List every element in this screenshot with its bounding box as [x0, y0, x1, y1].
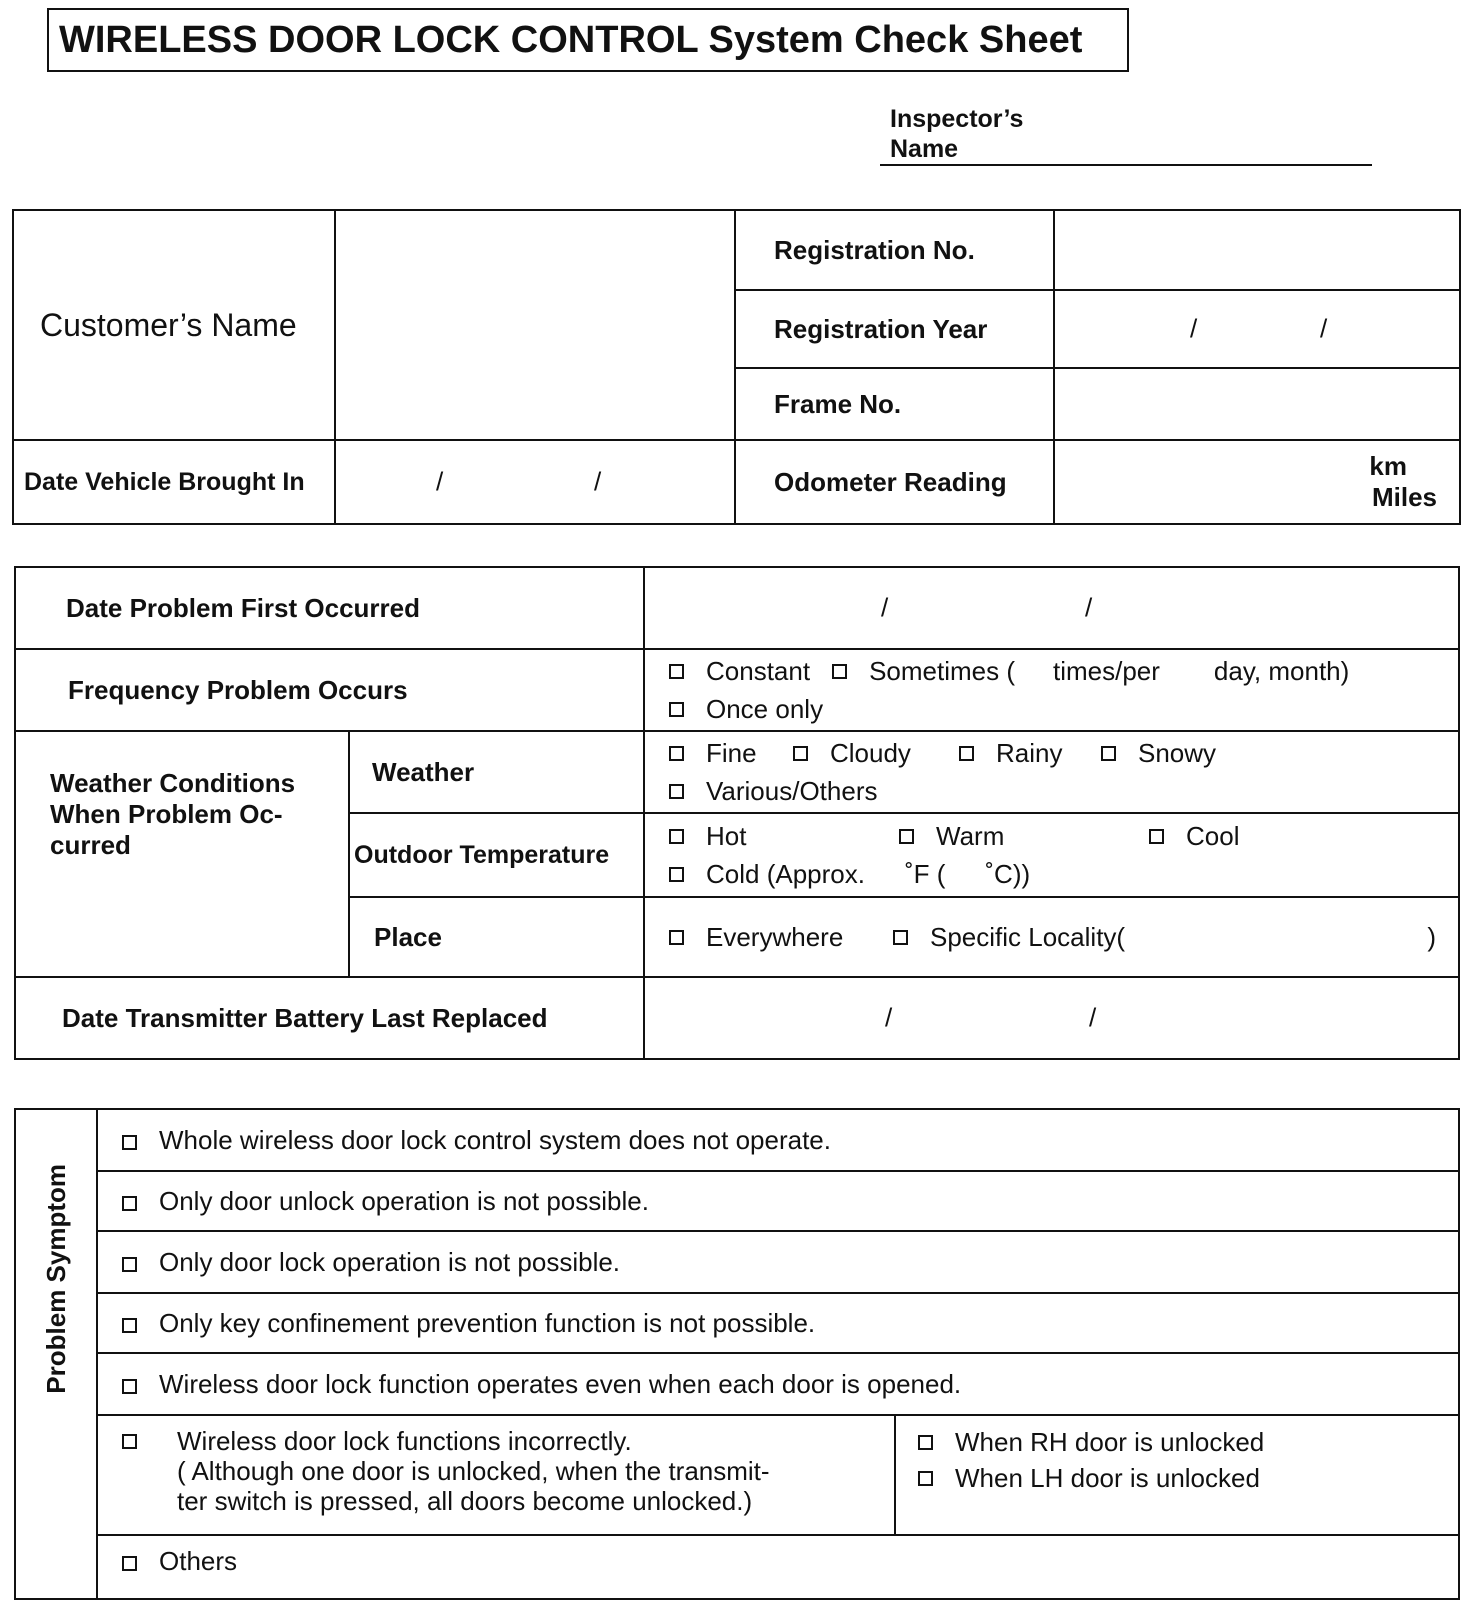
option-label: Others: [159, 1546, 238, 1576]
problem-info-table: [14, 566, 1460, 1060]
outdoor-temp-label: Outdoor Temperature: [349, 813, 644, 897]
date-separator: /: [885, 1002, 893, 1033]
problem-symptom-table: [14, 1108, 1460, 1600]
frequency-label: Frequency Problem Occurs: [15, 649, 644, 731]
checkbox[interactable]: [122, 1434, 137, 1449]
option-label: Rainy: [996, 737, 1063, 768]
checkbox[interactable]: [918, 1435, 933, 1450]
unit-km: km: [1369, 451, 1407, 481]
temp-cool-option[interactable]: [1149, 821, 1239, 852]
inspector-label-line2: Name: [890, 135, 959, 163]
option-label: Only door unlock operation is not possible.: [159, 1185, 649, 1216]
date-separator: /: [1085, 592, 1093, 623]
temp-warm-option[interactable]: [899, 821, 1149, 852]
inspector-name-label: [890, 104, 1023, 164]
option-label: Constant: [706, 655, 811, 686]
weather-label: Weather: [349, 731, 644, 813]
checkbox[interactable]: [669, 784, 684, 799]
date-separator: /: [1089, 1002, 1097, 1033]
registration-no-field[interactable]: [1054, 210, 1460, 290]
checkbox[interactable]: [669, 746, 684, 761]
symptom-option-others[interactable]: [97, 1535, 1459, 1599]
option-label: Hot: [706, 820, 747, 851]
odometer-field[interactable]: [1054, 440, 1460, 524]
symptom-option-4[interactable]: [97, 1293, 1459, 1353]
place-label: Place: [349, 897, 644, 977]
checkbox[interactable]: [122, 1379, 137, 1394]
frame-no-field[interactable]: [1054, 368, 1460, 440]
inspector-label-line1: Inspector’s: [890, 105, 1024, 133]
checkbox[interactable]: [669, 930, 684, 945]
temp-f-unit: ˚F (: [904, 858, 946, 889]
temp-c-unit: ˚C)): [985, 858, 1031, 889]
registration-year-field[interactable]: [1054, 290, 1460, 368]
checkbox[interactable]: [669, 867, 684, 882]
option-label: Snowy: [1138, 737, 1217, 768]
checkbox[interactable]: [899, 829, 914, 844]
symptom-6-suboptions: [895, 1415, 1459, 1535]
date-first-occurred-field[interactable]: [644, 567, 1459, 649]
problem-symptom-label-cell: [15, 1109, 97, 1599]
symptom-option-3[interactable]: [97, 1231, 1459, 1293]
option-label: Wireless door lock function operates even when each door is opened.: [159, 1368, 962, 1399]
checkbox[interactable]: [122, 1318, 137, 1333]
checkbox[interactable]: [122, 1257, 137, 1272]
option-note: ( Although one door is unlocked, when the transmit-: [177, 1456, 770, 1486]
option-label: Everywhere: [706, 921, 844, 952]
symptom-6-text: [177, 1426, 770, 1516]
freq-times-label: times/per: [1053, 655, 1160, 686]
option-label: Cool: [1186, 820, 1240, 851]
freq-once-option[interactable]: [669, 694, 823, 725]
option-label: Various/Others: [706, 775, 878, 806]
freq-constant-option[interactable]: [669, 656, 810, 687]
weather-conditions-label: Weather Conditions When Problem Oc- curred: [15, 731, 349, 977]
checkbox[interactable]: [122, 1556, 137, 1571]
checkbox[interactable]: [669, 829, 684, 844]
option-label: Once only: [706, 693, 824, 724]
place-options: [644, 897, 1459, 977]
checkbox[interactable]: [893, 930, 908, 945]
checkbox[interactable]: [793, 746, 808, 761]
symptom-option-2[interactable]: [97, 1171, 1459, 1231]
weather-cloudy-option[interactable]: [793, 738, 959, 769]
weather-snowy-option[interactable]: [1101, 738, 1216, 769]
checkbox[interactable]: [918, 1471, 933, 1486]
option-note: ter switch is pressed, all doors become unlocked.): [177, 1486, 753, 1516]
registration-year-label: Registration Year: [735, 290, 1054, 368]
customer-name-label: Customer’s Name: [13, 210, 335, 440]
date-brought-in-field[interactable]: [335, 440, 735, 524]
symptom-option-5[interactable]: [97, 1353, 1459, 1415]
symptom-option-6[interactable]: [97, 1415, 895, 1535]
temp-cold-option[interactable]: [669, 859, 865, 890]
freq-daymonth-label: day, month): [1213, 655, 1350, 686]
date-brought-in-label: Date Vehicle Brought In: [13, 440, 335, 524]
frequency-options: [644, 649, 1459, 731]
registration-no-label: Registration No.: [735, 210, 1054, 290]
frame-no-label: Frame No.: [735, 368, 1054, 440]
option-label: Only key confinement prevention function is not possible.: [159, 1307, 816, 1338]
checkbox[interactable]: [122, 1196, 137, 1211]
checkbox[interactable]: [959, 746, 974, 761]
option-label: Warm: [936, 820, 1005, 851]
option-label: Fine: [706, 737, 757, 768]
date-separator: /: [436, 466, 444, 497]
weather-options: [644, 731, 1459, 813]
place-close-paren: ): [1427, 921, 1436, 952]
option-label: Whole wireless door lock control system does not operate.: [159, 1124, 831, 1155]
lh-door-unlocked-option[interactable]: [918, 1463, 1260, 1494]
weather-fine-option[interactable]: [669, 738, 793, 769]
option-label: Cold (Approx.: [706, 858, 865, 889]
option-label: Specific Locality(: [930, 921, 1126, 952]
odometer-label: Odometer Reading: [735, 440, 1054, 524]
unit-miles: Miles: [1371, 482, 1437, 512]
date-separator: /: [594, 466, 602, 497]
date-separator: /: [881, 592, 889, 623]
checkbox[interactable]: [669, 702, 684, 717]
vehicle-info-table: [12, 209, 1461, 525]
temp-hot-option[interactable]: [669, 821, 899, 852]
date-separator: /: [1190, 313, 1198, 344]
battery-replaced-field[interactable]: [644, 977, 1459, 1059]
problem-symptom-label: Problem Symptom: [40, 1164, 71, 1394]
page-title: WIRELESS DOOR LOCK CONTROL System Check Sheet: [47, 8, 1129, 72]
rh-door-unlocked-option[interactable]: [918, 1427, 1264, 1458]
freq-sometimes-option[interactable]: [832, 656, 1015, 687]
checkbox[interactable]: [1149, 829, 1164, 844]
option-label: Wireless door lock functions incorrectly.: [177, 1426, 632, 1456]
option-label: Sometimes (: [869, 655, 1015, 686]
symptom-option-1[interactable]: [97, 1109, 1459, 1171]
checkbox[interactable]: [832, 664, 847, 679]
customer-name-field[interactable]: [335, 210, 735, 440]
checkbox[interactable]: [122, 1135, 137, 1150]
option-label: Only door lock operation is not possible.: [159, 1246, 621, 1277]
battery-replaced-label: Date Transmitter Battery Last Replaced: [15, 977, 644, 1059]
date-separator: /: [1320, 313, 1328, 344]
place-specific-option[interactable]: [893, 922, 1125, 953]
inspector-name-field[interactable]: [880, 164, 1372, 166]
temperature-options: [644, 813, 1459, 897]
date-first-occurred-label: Date Problem First Occurred: [15, 567, 644, 649]
weather-rainy-option[interactable]: [959, 738, 1101, 769]
option-label: Cloudy: [830, 737, 911, 768]
option-label: When RH door is unlocked: [955, 1426, 1265, 1457]
weather-various-option[interactable]: [669, 776, 877, 807]
place-everywhere-option[interactable]: [669, 922, 893, 953]
checkbox[interactable]: [669, 664, 684, 679]
checkbox[interactable]: [1101, 746, 1116, 761]
option-label: When LH door is unlocked: [955, 1462, 1260, 1493]
